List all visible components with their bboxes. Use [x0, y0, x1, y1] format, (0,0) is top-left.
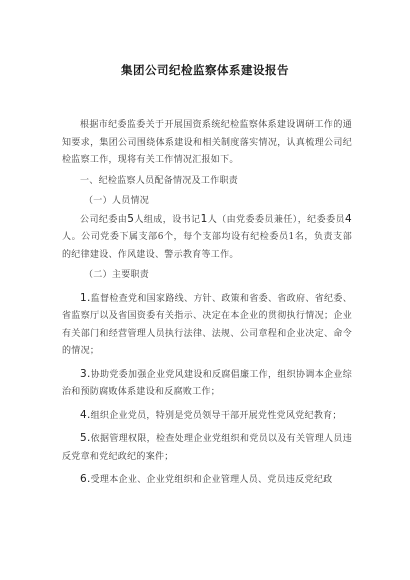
personnel-text: 公司纪委由: [80, 214, 128, 225]
intro-paragraph: 根据市纪委监委关于开展国资系统纪检监察体系建设调研工作的通知要求，集团公司围绕体系建设和相关制度落实情况，认真梳理公司纪检监察工作，现将有关工作情况汇报如下。: [62, 120, 352, 165]
duty-number: 4.: [80, 408, 91, 421]
duty-item: [62, 290, 352, 361]
personnel-text: 人。公司党委下属支部6个，每个支部均设有纪检委员1名，负责支部的纪律建设、作风建设、警示教育等工作。: [62, 232, 352, 260]
duty-item: [62, 407, 352, 426]
document-body: [62, 117, 352, 490]
personnel-text: 人组成，设书记: [134, 214, 201, 225]
section-heading: 一、纪检监察人员配备情况及工作职责: [80, 175, 239, 186]
duty-item: [62, 430, 352, 466]
duty-text: 受理本企业、企业党组织和企业管理人员、党员违反党纪政: [90, 475, 333, 485]
duty-number: 3.: [80, 367, 91, 380]
subsection-heading-duties: （二）主要职责: [84, 270, 150, 280]
secretary-count: 1: [200, 212, 208, 225]
personnel-paragraph: [62, 211, 352, 265]
duty-item: [62, 366, 352, 402]
duty-text: 依据管理权限，检查处理企业党组织和党员以及有关管理人员违反党章和党纪政纪的案件；: [62, 434, 352, 462]
duty-number: 5.: [80, 432, 91, 444]
duty-text: 协助党委加强企业党风建设和反腐倡廉工作，组织协调本企业综治和预防腐败体系建设和反腐败工作；: [62, 369, 352, 397]
duty-number: 1.: [80, 291, 91, 304]
subsection-heading-personnel: （一）人员情况: [84, 196, 150, 206]
members-count: 5: [127, 212, 135, 225]
duty-item: [62, 471, 352, 490]
duty-text: 组织企业党员，特别是党员领导干部开展党性党风党纪教育；: [90, 410, 342, 421]
duty-text: 监督检查党和国家路线、方针、政策和省委、省政府、省纪委、省监察厅以及省国资委有关指示、决定在本企业的贯彻执行情况；企业有关部门和经营管理人员执行法律、法规、公司章程和企业决定、命令的情况；: [62, 293, 352, 356]
document-title: 集团公司纪检监察体系建设报告: [121, 63, 289, 77]
committee-count: 4: [345, 212, 352, 225]
duty-number: 6.: [80, 473, 91, 485]
personnel-text: 人（由党委委员兼任），纪委委员: [207, 214, 345, 225]
